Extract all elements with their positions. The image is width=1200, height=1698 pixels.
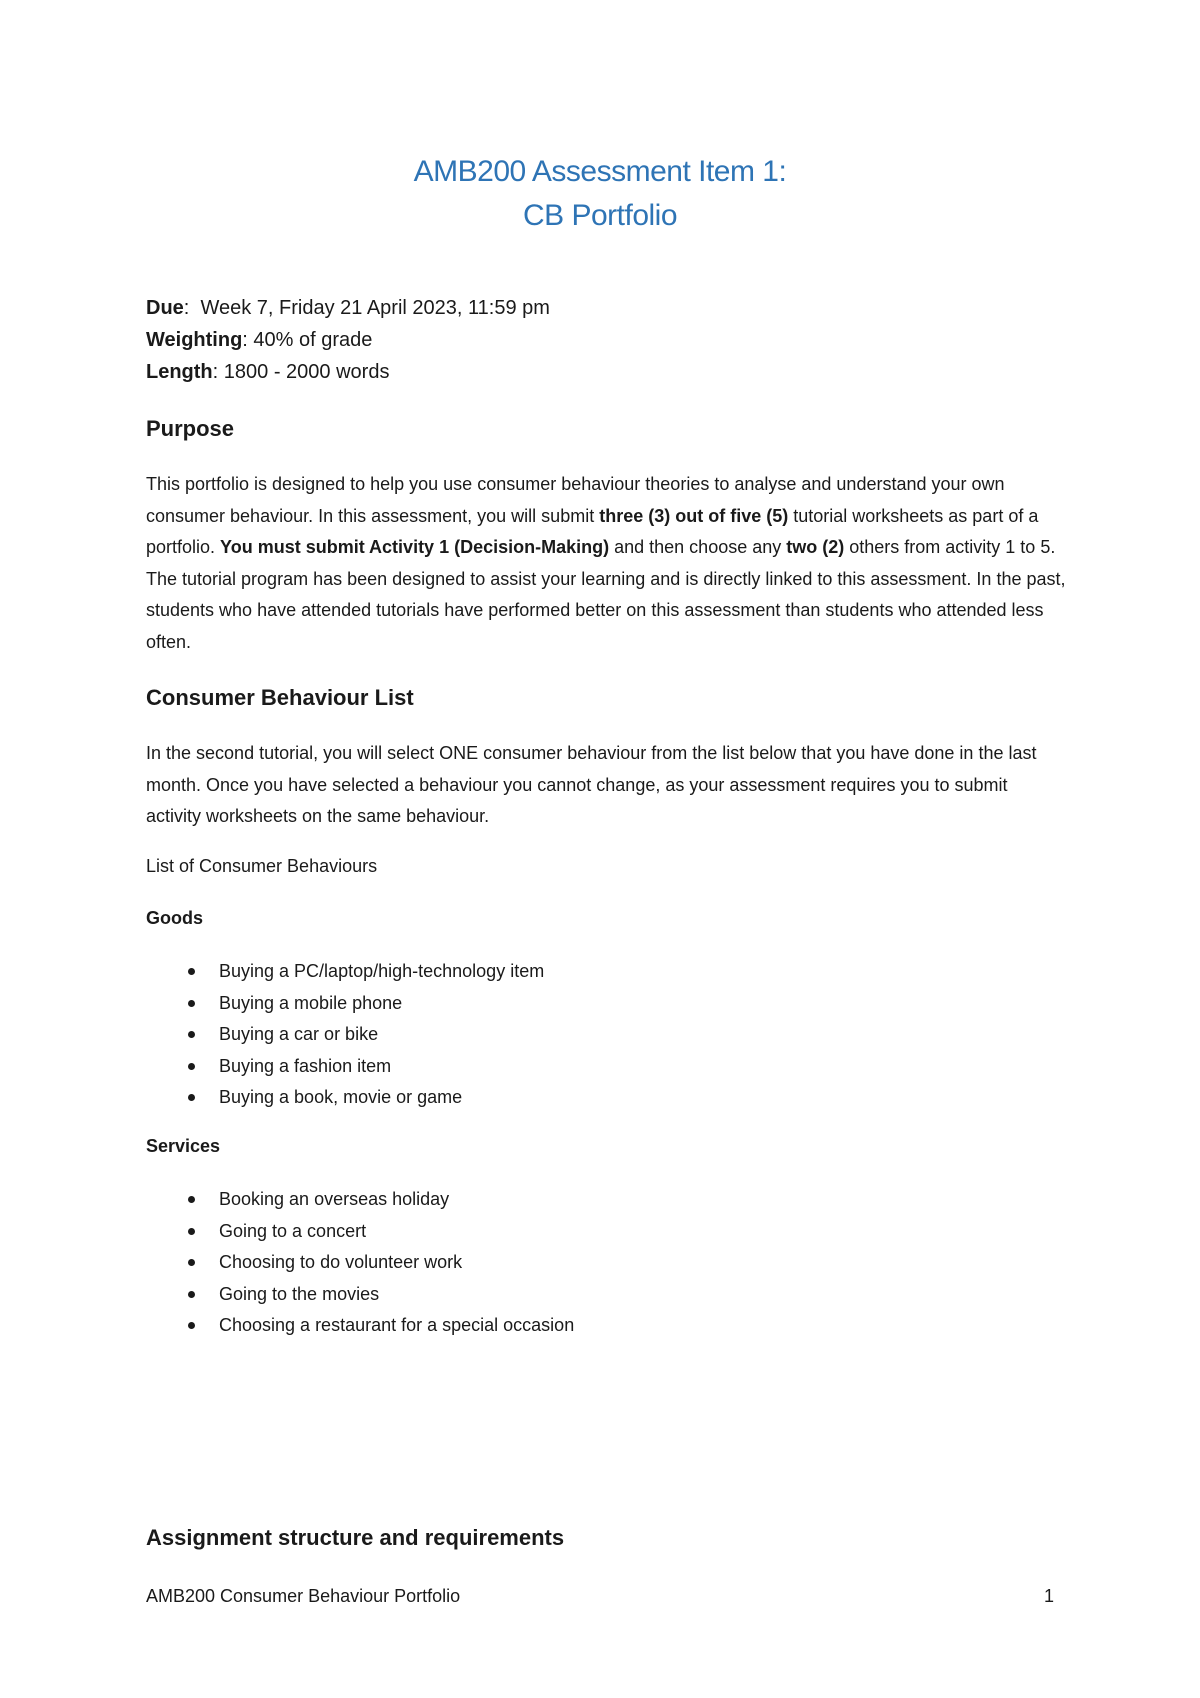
purpose-bold-1: three (3) out of five (5): [599, 505, 789, 526]
footer-title: AMB200 Consumer Behaviour Portfolio: [146, 1586, 461, 1606]
page-number: 1: [1044, 1586, 1055, 1606]
bullet-icon: [188, 1000, 195, 1007]
cb-list-intro: In the second tutorial, you will select ONE consumer behaviour from the list below that you have done in the last month. Once you have selected a behaviour you cannot change, as your assessment requires you to submit activity worksheets on the same behaviour.: [146, 743, 1037, 826]
list-item: [146, 1310, 574, 1342]
bullet-icon: [188, 1291, 195, 1298]
purpose-text-4: others from activity 1 to 5. The tutorial program has been designed to assist your learning and is directly linked to this assessment. In the past, students who have attended tutorials have performed better on this assessment than students who attended less often.: [146, 537, 1066, 652]
assessment-meta: [146, 292, 550, 388]
list-item-text: Buying a fashion item: [219, 1055, 392, 1076]
length-value: 1800 - 2000 words: [223, 361, 390, 383]
bullet-icon: [188, 968, 195, 975]
list-item-text: Going to a concert: [219, 1220, 367, 1241]
cb-list-title: List of Consumer Behaviours: [146, 856, 378, 876]
bullet-icon: [188, 1031, 195, 1038]
length-line: Length: 1800 - 2000 words: [146, 361, 390, 383]
purpose-text-3: and then choose any: [609, 537, 787, 557]
list-item: [146, 1184, 574, 1216]
bullet-icon: [188, 1063, 195, 1070]
list-item: [146, 988, 544, 1020]
list-item-text: Choosing to do volunteer work: [219, 1252, 463, 1272]
purpose-text-1: This portfolio is designed to help you use consumer behaviour theories to analyse and understand your own consumer behaviour. In this assessment, you will submit: [146, 474, 1005, 526]
bullet-icon: [188, 1259, 195, 1266]
weighting-line: Weighting: 40% of grade: [146, 329, 373, 351]
bullet-icon: [188, 1196, 195, 1203]
purpose-paragraph: [146, 469, 1066, 658]
purpose-bold-2: You must submit Activity 1 (Decision-Making): [220, 537, 610, 557]
due-value: Week 7, Friday 21 April 2023, 11:59 pm: [200, 297, 550, 319]
weighting-label: Weighting: [146, 329, 243, 351]
purpose-text-2: tutorial worksheets as part of a portfolio.: [146, 505, 1039, 557]
weighting-value: 40% of grade: [253, 329, 373, 351]
list-item: [146, 956, 544, 988]
due-label: Due: [146, 297, 184, 319]
bullet-icon: [188, 1322, 195, 1329]
list-item-text: Buying a car or bike: [219, 1024, 379, 1044]
bullet-icon: [188, 1094, 195, 1101]
list-item: [146, 1082, 544, 1114]
due-line: Due: Week 7, Friday 21 April 2023, 11:59 pm: [146, 297, 550, 319]
title-line-2: CB Portfolio: [522, 199, 678, 232]
list-item: [146, 1247, 574, 1279]
list-item-text: Booking an overseas holiday: [219, 1189, 450, 1209]
cb-list-heading: Consumer Behaviour List: [146, 685, 414, 710]
bullet-icon: [188, 1228, 195, 1235]
list-item: [146, 1051, 544, 1083]
goods-list: [146, 956, 544, 1114]
title-line-1: AMB200 Assessment Item 1:: [413, 155, 787, 188]
document-title: [0, 150, 1200, 238]
list-item-text: Choosing a restaurant for a special occasion: [219, 1315, 575, 1335]
services-label: Services: [146, 1136, 221, 1156]
list-item: [146, 1279, 574, 1311]
list-item-text: Going to the movies: [219, 1283, 380, 1304]
list-item: [146, 1019, 544, 1051]
structure-heading: Assignment structure and requirements: [146, 1525, 565, 1550]
purpose-heading: Purpose: [146, 416, 235, 441]
list-item-text: Buying a mobile phone: [219, 992, 403, 1013]
goods-label: Goods: [146, 908, 203, 928]
list-item: [146, 1216, 574, 1248]
list-item-text: Buying a book, movie or game: [219, 1087, 463, 1107]
services-list: [146, 1184, 574, 1342]
list-item-text: Buying a PC/laptop/high-technology item: [219, 961, 545, 981]
purpose-bold-3: two (2): [786, 537, 845, 557]
length-label: Length: [146, 361, 213, 383]
